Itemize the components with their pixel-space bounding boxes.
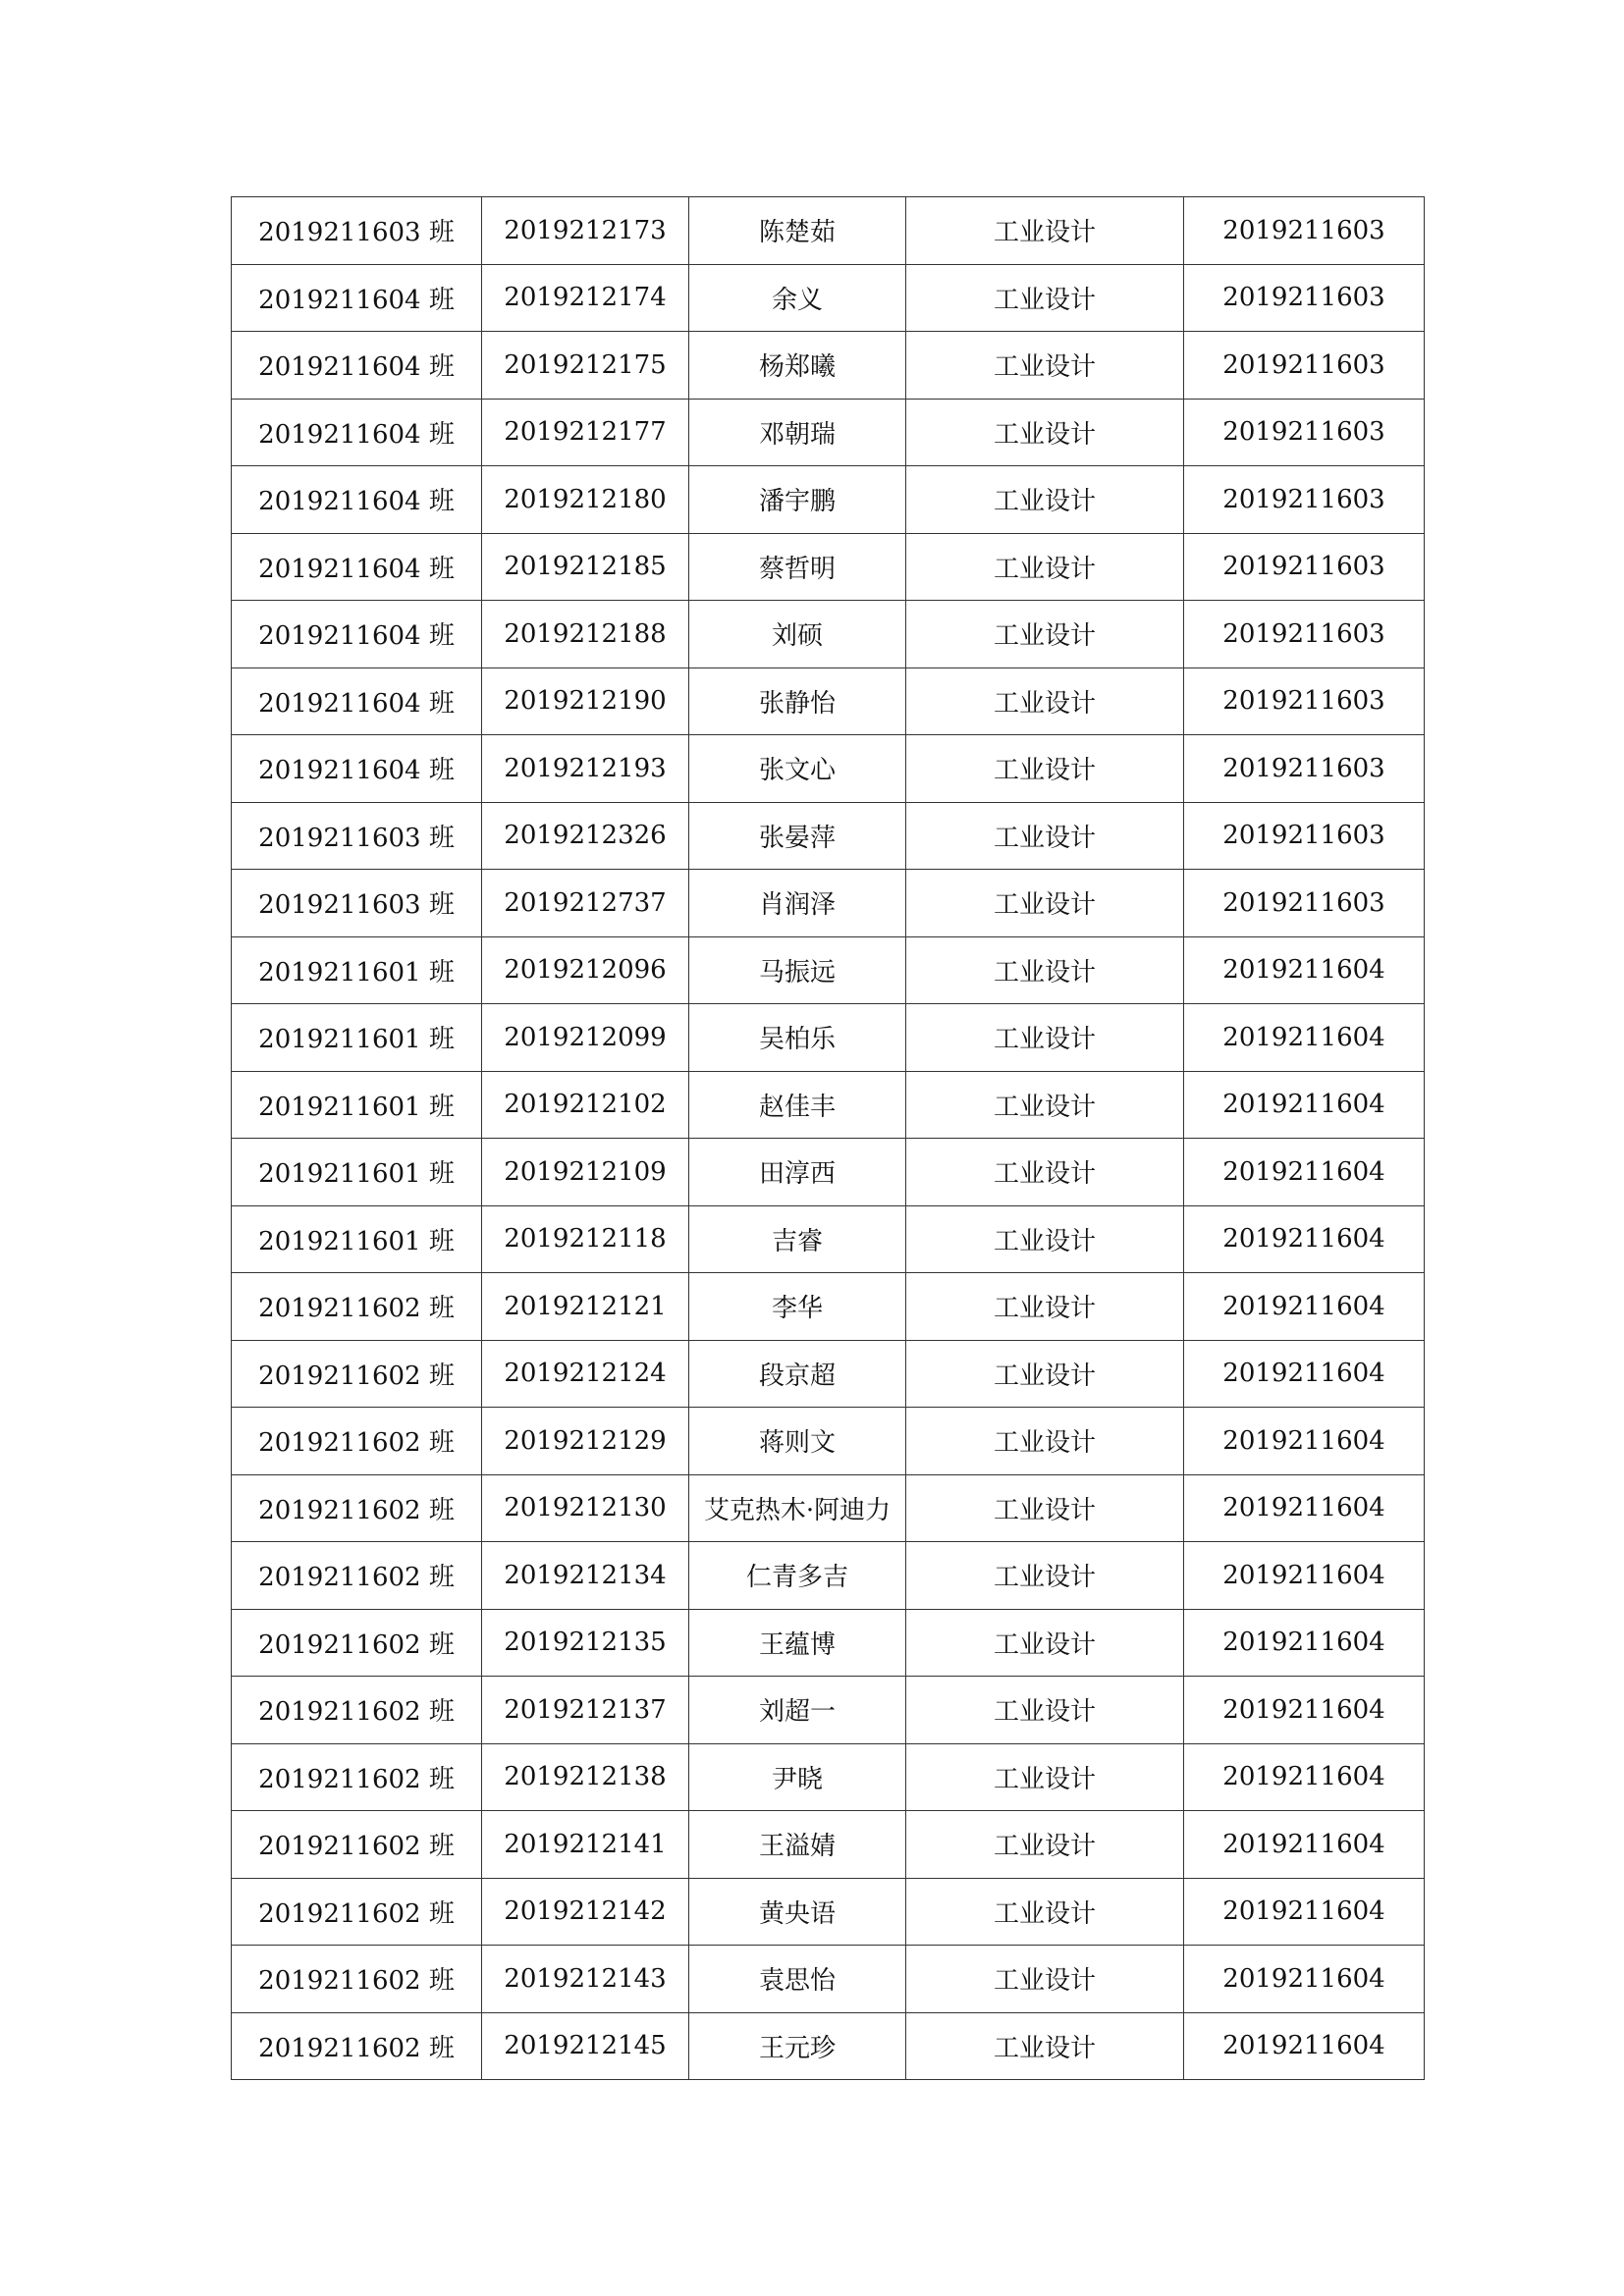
major-cell: 工业设计 xyxy=(906,1542,1184,1610)
table-row xyxy=(232,936,1425,1004)
class-cell: 2019211604 班 xyxy=(232,533,482,601)
major-cell: 工业设计 xyxy=(906,1677,1184,1744)
major-cell: 工业设计 xyxy=(906,1139,1184,1206)
class-cell: 2019211602 班 xyxy=(232,1677,482,1744)
class-cell: 2019211602 班 xyxy=(232,1609,482,1677)
student-id-cell: 2019212175 xyxy=(482,332,689,400)
table-row xyxy=(232,533,1425,601)
student-id-cell: 2019212143 xyxy=(482,1946,689,2013)
major-cell: 工业设计 xyxy=(906,1811,1184,1879)
assigned-class-cell: 2019211604 xyxy=(1184,1878,1425,1946)
student-id-cell: 2019212099 xyxy=(482,1004,689,1072)
class-cell: 2019211601 班 xyxy=(232,1071,482,1139)
assigned-class-cell: 2019211604 xyxy=(1184,1609,1425,1677)
major-cell: 工业设计 xyxy=(906,601,1184,668)
student-id-cell: 2019212137 xyxy=(482,1677,689,1744)
table-row xyxy=(232,332,1425,400)
student-id-cell: 2019212141 xyxy=(482,1811,689,1879)
student-name-cell: 吉睿 xyxy=(689,1205,906,1273)
student-roster-table xyxy=(231,196,1425,2080)
class-cell: 2019211604 班 xyxy=(232,264,482,332)
student-name-cell: 赵佳丰 xyxy=(689,1071,906,1139)
assigned-class-cell: 2019211604 xyxy=(1184,1811,1425,1879)
class-cell: 2019211602 班 xyxy=(232,1946,482,2013)
student-name-cell: 马振远 xyxy=(689,936,906,1004)
student-id-cell: 2019212121 xyxy=(482,1273,689,1341)
student-id-cell: 2019212145 xyxy=(482,2012,689,2080)
class-cell: 2019211602 班 xyxy=(232,1743,482,1811)
major-cell: 工业设计 xyxy=(906,197,1184,265)
student-name-cell: 艾克热木·阿迪力 xyxy=(689,1474,906,1542)
major-cell: 工业设计 xyxy=(906,1071,1184,1139)
class-cell: 2019211602 班 xyxy=(232,1542,482,1610)
student-id-cell: 2019212326 xyxy=(482,802,689,870)
assigned-class-cell: 2019211603 xyxy=(1184,870,1425,937)
student-id-cell: 2019212188 xyxy=(482,601,689,668)
table-row xyxy=(232,1743,1425,1811)
student-id-cell: 2019212134 xyxy=(482,1542,689,1610)
table-row xyxy=(232,1677,1425,1744)
class-cell: 2019211604 班 xyxy=(232,332,482,400)
table-row xyxy=(232,466,1425,534)
student-name-cell: 袁思怡 xyxy=(689,1946,906,2013)
assigned-class-cell: 2019211604 xyxy=(1184,1542,1425,1610)
class-cell: 2019211602 班 xyxy=(232,1474,482,1542)
major-cell: 工业设计 xyxy=(906,2012,1184,2080)
table-row xyxy=(232,802,1425,870)
class-cell: 2019211604 班 xyxy=(232,735,482,803)
assigned-class-cell: 2019211604 xyxy=(1184,1743,1425,1811)
table-row xyxy=(232,2012,1425,2080)
major-cell: 工业设计 xyxy=(906,1474,1184,1542)
table-row xyxy=(232,735,1425,803)
assigned-class-cell: 2019211604 xyxy=(1184,1139,1425,1206)
student-name-cell: 潘宇鹏 xyxy=(689,466,906,534)
student-name-cell: 蔡哲明 xyxy=(689,533,906,601)
student-name-cell: 余义 xyxy=(689,264,906,332)
major-cell: 工业设计 xyxy=(906,399,1184,466)
table-row xyxy=(232,1609,1425,1677)
major-cell: 工业设计 xyxy=(906,802,1184,870)
class-cell: 2019211602 班 xyxy=(232,1878,482,1946)
student-name-cell: 尹晓 xyxy=(689,1743,906,1811)
class-cell: 2019211603 班 xyxy=(232,802,482,870)
student-name-cell: 刘超一 xyxy=(689,1677,906,1744)
class-cell: 2019211601 班 xyxy=(232,1139,482,1206)
class-cell: 2019211601 班 xyxy=(232,936,482,1004)
table-row xyxy=(232,1205,1425,1273)
table-row xyxy=(232,1878,1425,1946)
student-id-cell: 2019212180 xyxy=(482,466,689,534)
table-row xyxy=(232,1474,1425,1542)
student-id-cell: 2019212190 xyxy=(482,667,689,735)
student-id-cell: 2019212109 xyxy=(482,1139,689,1206)
assigned-class-cell: 2019211604 xyxy=(1184,1340,1425,1408)
assigned-class-cell: 2019211604 xyxy=(1184,1004,1425,1072)
student-name-cell: 张晏萍 xyxy=(689,802,906,870)
major-cell: 工业设计 xyxy=(906,533,1184,601)
student-id-cell: 2019212118 xyxy=(482,1205,689,1273)
assigned-class-cell: 2019211604 xyxy=(1184,1071,1425,1139)
table-row xyxy=(232,197,1425,265)
class-cell: 2019211604 班 xyxy=(232,601,482,668)
major-cell: 工业设计 xyxy=(906,1878,1184,1946)
student-name-cell: 蒋则文 xyxy=(689,1408,906,1475)
table-row xyxy=(232,1273,1425,1341)
roster-body xyxy=(232,197,1425,2080)
student-id-cell: 2019212193 xyxy=(482,735,689,803)
major-cell: 工业设计 xyxy=(906,1273,1184,1341)
class-cell: 2019211602 班 xyxy=(232,2012,482,2080)
class-cell: 2019211601 班 xyxy=(232,1205,482,1273)
table-row xyxy=(232,1340,1425,1408)
table-row xyxy=(232,1946,1425,2013)
class-cell: 2019211604 班 xyxy=(232,466,482,534)
assigned-class-cell: 2019211603 xyxy=(1184,802,1425,870)
table-row xyxy=(232,1139,1425,1206)
assigned-class-cell: 2019211603 xyxy=(1184,399,1425,466)
student-name-cell: 王蕴博 xyxy=(689,1609,906,1677)
assigned-class-cell: 2019211603 xyxy=(1184,735,1425,803)
major-cell: 工业设计 xyxy=(906,1743,1184,1811)
major-cell: 工业设计 xyxy=(906,1004,1184,1072)
student-name-cell: 陈楚茹 xyxy=(689,197,906,265)
student-id-cell: 2019212737 xyxy=(482,870,689,937)
student-id-cell: 2019212138 xyxy=(482,1743,689,1811)
student-id-cell: 2019212130 xyxy=(482,1474,689,1542)
assigned-class-cell: 2019211603 xyxy=(1184,601,1425,668)
table-row xyxy=(232,601,1425,668)
assigned-class-cell: 2019211604 xyxy=(1184,1946,1425,2013)
class-cell: 2019211602 班 xyxy=(232,1408,482,1475)
class-cell: 2019211603 班 xyxy=(232,870,482,937)
table-row xyxy=(232,1071,1425,1139)
student-name-cell: 张文心 xyxy=(689,735,906,803)
table-row xyxy=(232,1408,1425,1475)
student-name-cell: 肖润泽 xyxy=(689,870,906,937)
student-name-cell: 黄央语 xyxy=(689,1878,906,1946)
assigned-class-cell: 2019211603 xyxy=(1184,466,1425,534)
assigned-class-cell: 2019211603 xyxy=(1184,533,1425,601)
student-id-cell: 2019212177 xyxy=(482,399,689,466)
student-name-cell: 王元珍 xyxy=(689,2012,906,2080)
student-name-cell: 张静怡 xyxy=(689,667,906,735)
student-name-cell: 杨郑曦 xyxy=(689,332,906,400)
class-cell: 2019211604 班 xyxy=(232,667,482,735)
student-name-cell: 李华 xyxy=(689,1273,906,1341)
student-name-cell: 仁青多吉 xyxy=(689,1542,906,1610)
student-name-cell: 王溢婧 xyxy=(689,1811,906,1879)
major-cell: 工业设计 xyxy=(906,1408,1184,1475)
assigned-class-cell: 2019211604 xyxy=(1184,1677,1425,1744)
assigned-class-cell: 2019211603 xyxy=(1184,332,1425,400)
student-name-cell: 段京超 xyxy=(689,1340,906,1408)
major-cell: 工业设计 xyxy=(906,1946,1184,2013)
assigned-class-cell: 2019211604 xyxy=(1184,1474,1425,1542)
student-id-cell: 2019212174 xyxy=(482,264,689,332)
class-cell: 2019211602 班 xyxy=(232,1340,482,1408)
major-cell: 工业设计 xyxy=(906,466,1184,534)
student-id-cell: 2019212173 xyxy=(482,197,689,265)
class-cell: 2019211602 班 xyxy=(232,1273,482,1341)
student-id-cell: 2019212102 xyxy=(482,1071,689,1139)
table-row xyxy=(232,1004,1425,1072)
student-id-cell: 2019212142 xyxy=(482,1878,689,1946)
table-row xyxy=(232,1811,1425,1879)
assigned-class-cell: 2019211603 xyxy=(1184,197,1425,265)
major-cell: 工业设计 xyxy=(906,936,1184,1004)
student-id-cell: 2019212135 xyxy=(482,1609,689,1677)
student-id-cell: 2019212185 xyxy=(482,533,689,601)
major-cell: 工业设计 xyxy=(906,667,1184,735)
major-cell: 工业设计 xyxy=(906,735,1184,803)
class-cell: 2019211602 班 xyxy=(232,1811,482,1879)
table-row xyxy=(232,667,1425,735)
student-name-cell: 邓朝瑞 xyxy=(689,399,906,466)
assigned-class-cell: 2019211604 xyxy=(1184,1408,1425,1475)
assigned-class-cell: 2019211604 xyxy=(1184,2012,1425,2080)
table-row xyxy=(232,870,1425,937)
student-id-cell: 2019212096 xyxy=(482,936,689,1004)
student-id-cell: 2019212129 xyxy=(482,1408,689,1475)
table-row xyxy=(232,399,1425,466)
table-row xyxy=(232,1542,1425,1610)
student-name-cell: 吴柏乐 xyxy=(689,1004,906,1072)
class-cell: 2019211601 班 xyxy=(232,1004,482,1072)
assigned-class-cell: 2019211604 xyxy=(1184,1205,1425,1273)
class-cell: 2019211604 班 xyxy=(232,399,482,466)
assigned-class-cell: 2019211603 xyxy=(1184,667,1425,735)
class-cell: 2019211603 班 xyxy=(232,197,482,265)
major-cell: 工业设计 xyxy=(906,870,1184,937)
major-cell: 工业设计 xyxy=(906,1205,1184,1273)
major-cell: 工业设计 xyxy=(906,264,1184,332)
major-cell: 工业设计 xyxy=(906,1340,1184,1408)
assigned-class-cell: 2019211604 xyxy=(1184,1273,1425,1341)
student-id-cell: 2019212124 xyxy=(482,1340,689,1408)
student-name-cell: 田淳西 xyxy=(689,1139,906,1206)
assigned-class-cell: 2019211603 xyxy=(1184,264,1425,332)
major-cell: 工业设计 xyxy=(906,332,1184,400)
table-row xyxy=(232,264,1425,332)
major-cell: 工业设计 xyxy=(906,1609,1184,1677)
student-name-cell: 刘硕 xyxy=(689,601,906,668)
assigned-class-cell: 2019211604 xyxy=(1184,936,1425,1004)
